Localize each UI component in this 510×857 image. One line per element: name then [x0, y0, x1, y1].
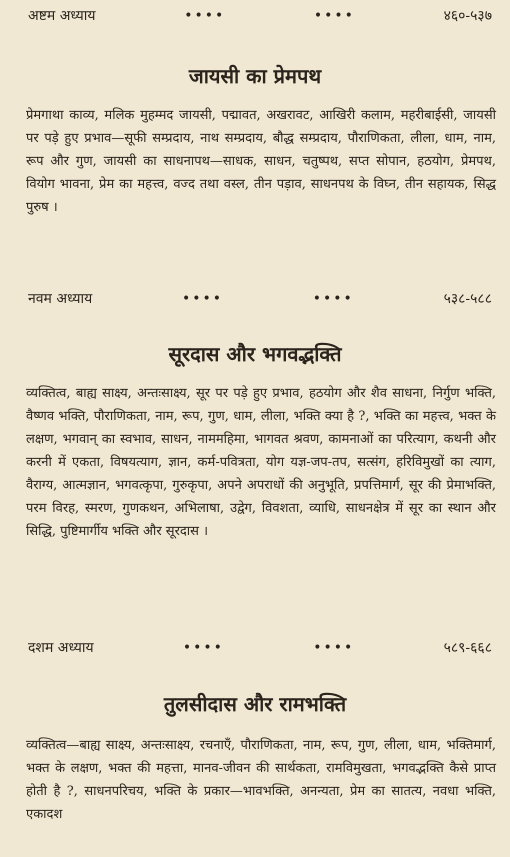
page-range: ४६०-५३७: [443, 8, 492, 24]
section-title: सूरदास और भगवद्भक्ति: [168, 342, 342, 366]
section-title: जायसी का प्रेमपथ: [188, 64, 322, 88]
section-body: प्रेमगाथा काव्य, मलिक मुहम्मद जायसी, पद्मावत, अखरावट, आखिरी कलाम, महरीबाईसी, जायसी पर पड़े हुए प्रभाव—सूफी सम्प्रदाय, नाथ सम्प्रदाय, बौद्ध सम्प्रदाय, पौराणिकता, लीला, धाम, नाम, रूप और गुण, जायसी का साधनापथ—साधक, साधन, चतुष्पथ, सप्त सोपान, हठयोग, प्रेमपथ, वियोग भावना, प्रेम का महत्त्व, वज्द तथा वस्ल, तीन पड़ाव, साधनपथ के विघ्न, तीन सहायक, सिद्ध पुरुष ।: [26, 108, 496, 215]
chapter-label: अष्टम अध्याय: [28, 8, 96, 24]
leader-dots: ••••: [312, 291, 354, 307]
leader-dots: ••••: [313, 640, 355, 656]
leader-dots: ••••: [184, 8, 226, 24]
leader-dots: ••••: [313, 8, 355, 24]
section-body: व्यक्तित्व—बाह्य साक्ष्य, अन्तःसाक्ष्य, रचनाएँ, पौराणिकता, नाम, रूप, गुण, लीला, धाम, भक्तिमार्ग, भक्त के लक्षण, भक्त की महत्ता, मानव-जीवन की सार्थकता, रामविमुखता, भगवद्भक्ति कैसे प्राप्त होती है ?, साधनपरिचय, भक्ति के प्रकार—भावभक्ति, अनन्यता, प्रेम का सातत्य, नवधा भक्ति, एकादश: [26, 738, 496, 822]
chapter-label: नवम अध्याय: [28, 291, 93, 307]
chapter-label: दशम अध्याय: [28, 640, 94, 656]
chapter-header: [28, 638, 492, 657]
page-range: ५८९-६६८: [443, 640, 492, 656]
leader-dots: ••••: [181, 291, 223, 307]
section-body: व्यक्तित्व, बाह्य साक्ष्य, अन्तःसाक्ष्य, सूर पर पड़े हुए प्रभाव, हठयोग और शैव साधना, निर्गुण भक्ति, वैष्णव भक्ति, पौराणिकता, नाम, रूप, गुण, धाम, लीला, भक्ति क्या है ?, भक्ति का महत्त्व, भक्त के लक्षण, भगवान् का स्वभाव, साधन, नाममहिमा, भागवत श्रवण, कामनाओं का परित्याग, कथनी और करनी में एकता, विषयत्याग, ज्ञान, कर्म-पवित्रता, योग यज्ञ-जप-तप, सत्संग, हरिविमुखों का त्याग, वैराग्य, आत्मज्ञान, भगवत्कृपा, गुरुकृपा, अपने अपराधों की अनुभूति, प्रपत्तिमार्ग, सूर की प्रेमाभक्ति, परम विरह, स्मरण, गुणकथन, अभिलाषा, उद्वेग, विवशता, व्याधि, साधनक्षेत्र में सूर का स्थान और सिद्धि, पुष्टिमार्गीय भक्ति और सूरदास ।: [26, 386, 496, 539]
section-title: तुलसीदास और रामभक्ति: [163, 692, 347, 716]
chapter-header: [28, 6, 492, 25]
leader-dots: ••••: [182, 640, 224, 656]
chapter-header: [28, 289, 492, 308]
page-range: ५३८-५८८: [443, 291, 492, 307]
